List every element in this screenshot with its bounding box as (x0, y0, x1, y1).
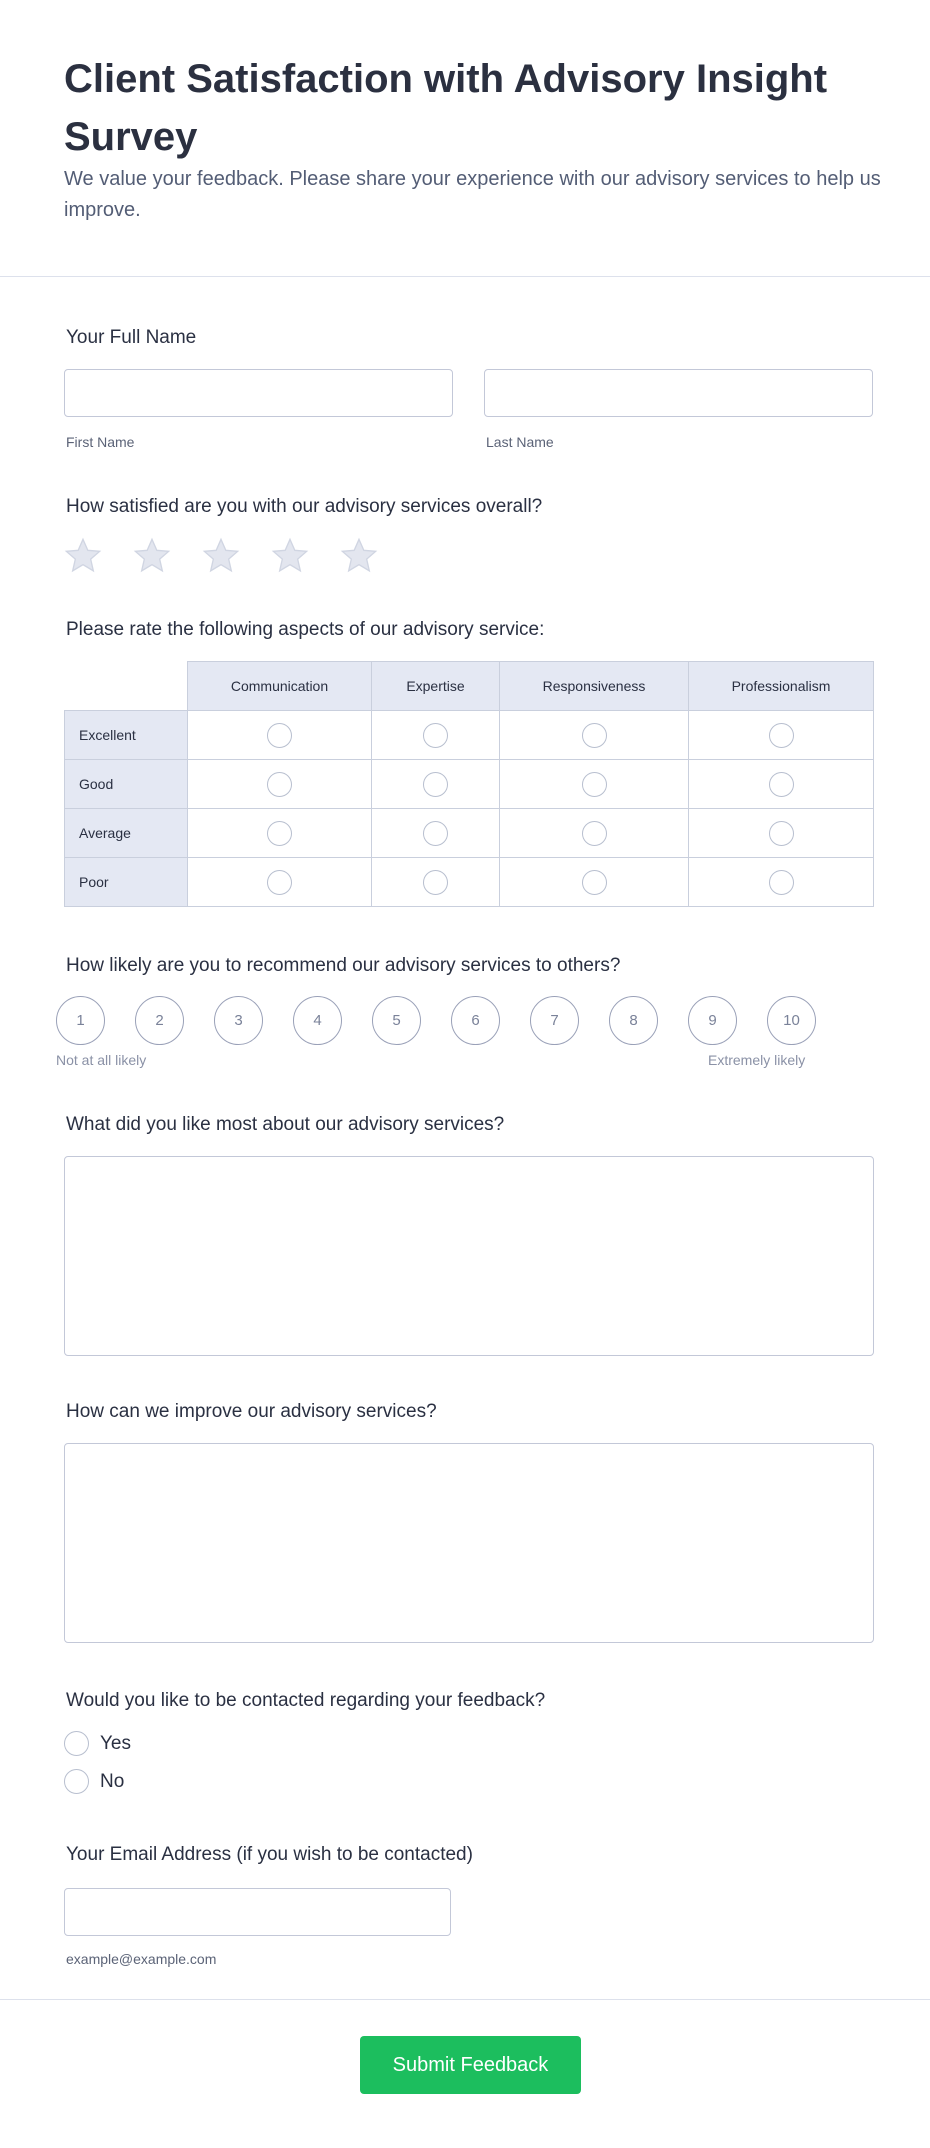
nps-option[interactable]: 7 (530, 996, 579, 1045)
matrix-column-header: Communication (188, 662, 372, 711)
header-divider (0, 276, 930, 277)
rating-matrix (64, 661, 874, 907)
star-rating (63, 536, 379, 576)
first-name-input[interactable] (64, 369, 453, 417)
last-name-input[interactable] (484, 369, 873, 417)
matrix-row (65, 858, 874, 907)
matrix-radio[interactable] (582, 821, 607, 846)
email-helper: example@example.com (66, 1951, 217, 1967)
matrix-radio[interactable] (769, 821, 794, 846)
matrix-row-label: Good (65, 760, 188, 809)
submit-button[interactable]: Submit Feedback (360, 2036, 581, 2094)
radio-yes[interactable] (64, 1731, 89, 1756)
matrix-label: Please rate the following aspects of our advisory service: (66, 619, 545, 640)
last-name-sublabel: Last Name (486, 434, 554, 450)
matrix-row-label: Excellent (65, 711, 188, 760)
email-input[interactable] (64, 1888, 451, 1936)
nps-option[interactable]: 4 (293, 996, 342, 1045)
nps-option[interactable]: 3 (214, 996, 263, 1045)
star-icon[interactable] (270, 536, 310, 576)
matrix-row (65, 760, 874, 809)
page-subtitle: We value your feedback. Please share your experience with our advisory services to help us improve. (64, 168, 881, 221)
nps-label: How likely are you to recommend our advisory services to others? (66, 955, 621, 976)
first-name-sublabel: First Name (66, 434, 135, 450)
matrix-radio[interactable] (582, 870, 607, 895)
matrix-radio[interactable] (267, 772, 292, 797)
matrix-row-label: Poor (65, 858, 188, 907)
footer-divider (0, 1999, 930, 2000)
satisfaction-label: How satisfied are you with our advisory services overall? (66, 496, 543, 517)
contact-option-yes[interactable]: Yes (64, 1731, 131, 1756)
radio-no[interactable] (64, 1769, 89, 1794)
nps-option[interactable]: 5 (372, 996, 421, 1045)
contact-option-no[interactable]: No (64, 1769, 124, 1794)
matrix-radio[interactable] (423, 772, 448, 797)
page-title: Client Satisfaction with Advisory Insight Survey (64, 57, 828, 159)
matrix-row (65, 809, 874, 858)
matrix-row (65, 711, 874, 760)
nps-option[interactable]: 2 (135, 996, 184, 1045)
nps-low-label: Not at all likely (56, 1052, 147, 1068)
full-name-label: Your Full Name (66, 327, 197, 348)
improve-label: How can we improve our advisory services? (66, 1401, 437, 1422)
matrix-radio[interactable] (423, 821, 448, 846)
nps-option[interactable]: 10 (767, 996, 816, 1045)
matrix-radio[interactable] (267, 870, 292, 895)
matrix-column-header: Responsiveness (500, 662, 689, 711)
matrix-radio[interactable] (582, 772, 607, 797)
contact-label: Would you like to be contacted regarding your feedback? (66, 1690, 546, 1711)
nps-option[interactable]: 1 (56, 996, 105, 1045)
matrix-radio[interactable] (423, 870, 448, 895)
star-icon[interactable] (339, 536, 379, 576)
star-icon[interactable] (63, 536, 103, 576)
liked-label: What did you like most about our advisory services? (66, 1114, 505, 1135)
nps-high-label: Extremely likely (708, 1052, 806, 1068)
matrix-column-header: Expertise (372, 662, 500, 711)
matrix-radio[interactable] (267, 723, 292, 748)
matrix-radio[interactable] (769, 772, 794, 797)
matrix-column-header: Professionalism (689, 662, 874, 711)
improve-textarea[interactable] (64, 1443, 874, 1643)
star-icon[interactable] (201, 536, 241, 576)
nps-option[interactable]: 9 (688, 996, 737, 1045)
matrix-radio[interactable] (423, 723, 448, 748)
liked-textarea[interactable] (64, 1156, 874, 1356)
star-icon[interactable] (132, 536, 172, 576)
matrix-radio[interactable] (769, 870, 794, 895)
email-label: Your Email Address (if you wish to be contacted) (66, 1844, 473, 1865)
matrix-radio[interactable] (582, 723, 607, 748)
matrix-radio[interactable] (267, 821, 292, 846)
nps-option[interactable]: 8 (609, 996, 658, 1045)
matrix-row-label: Average (65, 809, 188, 858)
matrix-radio[interactable] (769, 723, 794, 748)
nps-option[interactable]: 6 (451, 996, 500, 1045)
